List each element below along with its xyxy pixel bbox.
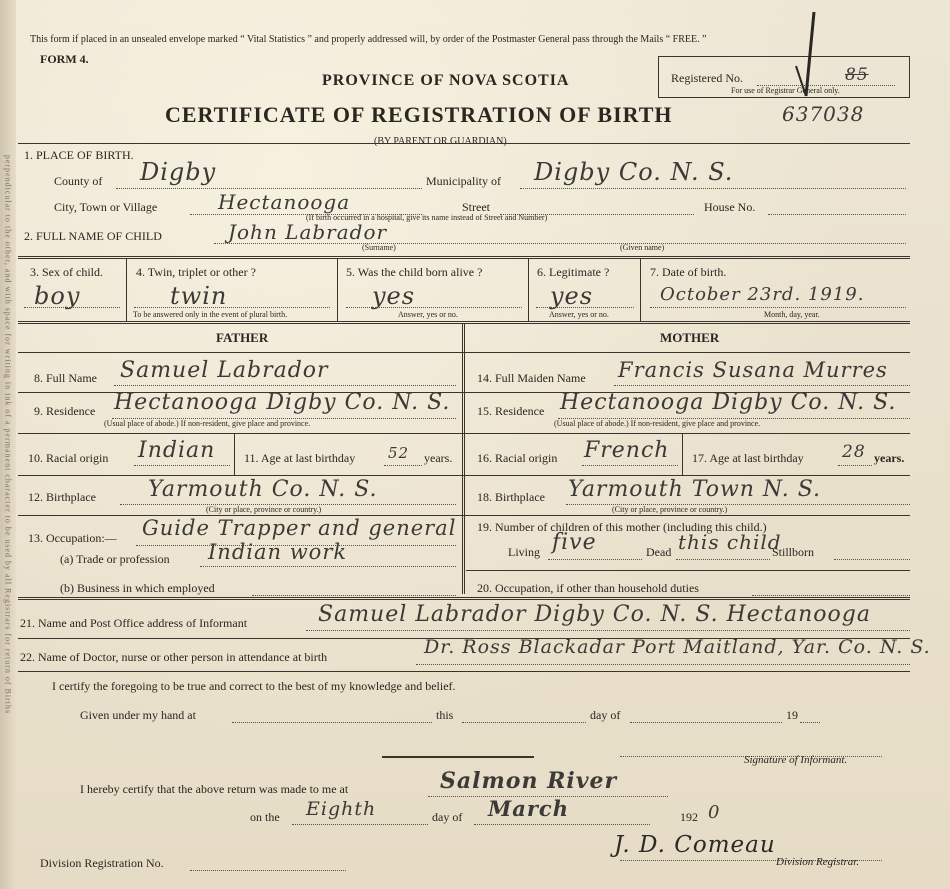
certificate-number: 637038	[782, 102, 865, 126]
mother-residence-label: 15. Residence	[477, 404, 545, 418]
mother-birthplace-value: Yarmouth Town N. S.	[568, 477, 822, 502]
county-label: County of	[54, 174, 103, 188]
city-label: City, Town or Village	[54, 200, 158, 214]
dead-value: this child	[678, 530, 782, 554]
father-age-unit: years.	[424, 451, 453, 465]
stillborn-label: Stillborn	[772, 545, 815, 559]
father-trade-label: (a) Trade or profession	[60, 552, 170, 566]
mother-birthplace-label: 18. Birthplace	[477, 490, 545, 504]
father-age-value: 52	[388, 444, 410, 462]
legitimate-label: 6. Legitimate ?	[537, 265, 610, 279]
informant-value: Samuel Labrador Digby Co. N. S. Hectanooga	[318, 602, 871, 627]
province-heading: PROVINCE OF NOVA SCOTIA	[322, 72, 570, 89]
sex-value: boy	[34, 282, 81, 310]
certify-statement: I certify the foregoing to be true and correct to the best of my knowledge and belief.	[52, 679, 456, 693]
return-day-value: Eighth	[306, 798, 377, 820]
legitimate-value: yes	[550, 282, 594, 310]
given-year-label: 19	[786, 708, 798, 722]
mother-racial-value: French	[584, 438, 670, 463]
dead-label: Dead	[646, 545, 672, 559]
mother-age-label: 17. Age at last birthday	[692, 451, 804, 465]
mother-age-unit: years.	[874, 451, 905, 465]
born-alive-label: 5. Was the child born alive ?	[346, 265, 483, 279]
father-business-label: (b) Business in which employed	[60, 581, 215, 595]
form-number: FORM 4.	[40, 52, 89, 66]
given-day-of-label: day of	[590, 708, 621, 722]
father-birthplace-note: (City or place, province or country.)	[206, 505, 322, 514]
registered-no-value: 85	[845, 65, 869, 85]
father-residence-label: 9. Residence	[34, 404, 96, 418]
children-count-label: 19. Number of children of this mother (including this child.)	[477, 520, 767, 534]
certificate-subtitle: (BY PARENT OR GUARDIAN)	[374, 136, 507, 147]
born-alive-value: yes	[372, 282, 416, 310]
registered-no-label: Registered No.	[671, 71, 743, 85]
mother-racial-label: 16. Racial origin	[477, 451, 558, 465]
division-registrar-label: Division Registrar.	[776, 856, 860, 868]
return-day-of-label: day of	[432, 810, 463, 824]
father-racial-value: Indian	[138, 438, 216, 463]
child-name-label: 2. FULL NAME OF CHILD	[24, 229, 162, 243]
twin-note: To be answered only in the event of plural birth.	[133, 310, 288, 319]
return-statement-label: I hereby certify that the above return was made to me at	[80, 782, 349, 796]
father-trade-line2: Indian work	[208, 540, 348, 564]
on-the-label: on the	[250, 810, 280, 824]
given-this-label: this	[436, 708, 454, 722]
mother-occupation-label: 20. Occupation, if other than household duties	[477, 581, 699, 595]
return-place-value: Salmon River	[440, 768, 618, 794]
mother-heading: MOTHER	[660, 330, 720, 345]
mother-birthplace-note: (City or place, province or country.)	[612, 505, 728, 514]
father-birthplace-value: Yarmouth Co. N. S.	[148, 477, 378, 502]
mother-residence-value: Hectanooga Digby Co. N. S.	[560, 390, 897, 415]
date-of-birth-value: October 23rd. 1919.	[660, 284, 865, 305]
registrar-check-mark	[776, 8, 836, 103]
date-of-birth-label: 7. Date of birth.	[650, 265, 727, 279]
certificate-title: CERTIFICATE OF REGISTRATION OF BIRTH	[165, 102, 673, 127]
father-age-label: 11. Age at last birthday	[244, 451, 356, 465]
house-no-label: House No.	[704, 200, 756, 214]
county-value: Digby	[140, 158, 217, 186]
father-trade-line1: Guide Trapper and general	[142, 516, 457, 540]
legitimate-note: Answer, yes or no.	[549, 310, 609, 319]
born-alive-note: Answer, yes or no.	[398, 310, 458, 319]
municipality-value: Digby Co. N. S.	[534, 158, 734, 186]
given-under-label: Given under my hand at	[80, 708, 196, 722]
given-name-note: (Given name)	[620, 243, 665, 252]
division-registration-label: Division Registration No.	[40, 856, 164, 870]
return-year-printed: 192	[680, 810, 698, 824]
margin-instructions: perpendicular to the other, and with space for writing in ink of a permanent character to be used by all Registrars for return of Births	[3, 154, 13, 715]
mail-notice: This form if placed in an unsealed envelope marked “ Vital Statistics ” and properly addressed will, by order of the Postmaster General pass through the Mails “ FREE. ”	[30, 34, 707, 45]
doctor-value: Dr. Ross Blackadar Port Maitland, Yar. Co. N. S.	[424, 636, 931, 658]
twin-label: 4. Twin, triplet or other ?	[136, 265, 256, 279]
municipality-label: Municipality of	[426, 174, 501, 188]
father-heading: FATHER	[216, 330, 269, 345]
informant-signature-label: Signature of Informant.	[744, 754, 848, 766]
father-name-label: 8. Full Name	[34, 371, 97, 385]
surname-note: (Surname)	[362, 243, 396, 252]
father-name-value: Samuel Labrador	[120, 358, 329, 383]
date-of-birth-note: Month, day, year.	[764, 310, 820, 319]
hospital-note: (If birth occurred in a hospital, give its name instead of Street and Number)	[306, 213, 548, 222]
return-year-value: 0	[708, 802, 721, 823]
city-value: Hectanooga	[218, 190, 351, 214]
father-birthplace-label: 12. Birthplace	[28, 490, 96, 504]
sex-label: 3. Sex of child.	[30, 265, 103, 279]
child-name-value: John Labrador	[228, 220, 388, 244]
father-racial-label: 10. Racial origin	[28, 451, 109, 465]
registrar-note: For use of Registrar General only.	[731, 86, 840, 95]
mother-name-value: Francis Susana Murres	[618, 358, 888, 382]
living-value: five	[552, 530, 597, 555]
mother-age-value: 28	[842, 442, 866, 462]
left-margin-edge	[0, 0, 16, 889]
father-residence-value: Hectanooga Digby Co. N. S.	[114, 390, 451, 415]
mother-residence-note: (Usual place of abode.) If non-resident, give place and province.	[554, 419, 761, 428]
place-of-birth-heading: 1. PLACE OF BIRTH.	[24, 148, 134, 162]
informant-label: 21. Name and Post Office address of Informant	[20, 616, 248, 630]
return-month-value: March	[488, 796, 569, 821]
father-occupation-label: 13. Occupation:—	[28, 531, 117, 545]
doctor-label: 22. Name of Doctor, nurse or other person in attendance at birth	[20, 650, 328, 664]
father-residence-note: (Usual place of abode.) If non-resident, give place and province.	[104, 419, 311, 428]
registrar-signature: J. D. Comeau	[614, 832, 776, 858]
living-label: Living	[508, 545, 540, 559]
mother-name-label: 14. Full Maiden Name	[477, 371, 586, 385]
twin-value: twin	[170, 282, 228, 310]
street-label: Street	[462, 200, 490, 214]
